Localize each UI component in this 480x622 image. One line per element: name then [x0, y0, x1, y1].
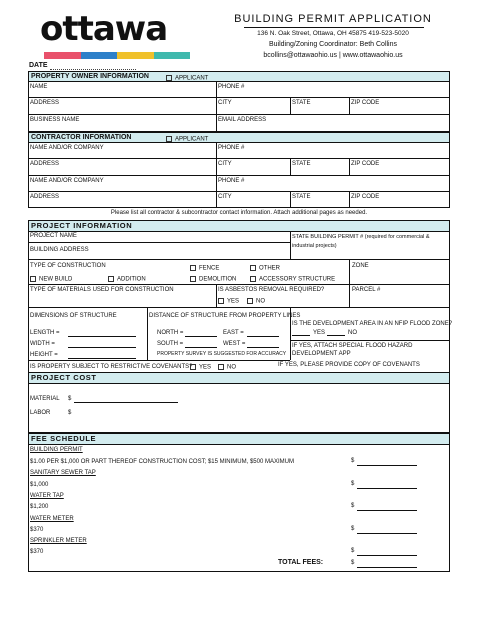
fee-desc-water-tap: $1,200	[30, 504, 49, 510]
height-input[interactable]	[68, 358, 136, 359]
zone-field[interactable]: ZONE	[352, 263, 369, 269]
fee-title-water-meter: WATER METER	[30, 516, 74, 522]
state-permit-field[interactable]: STATE BUILDING PERMIT # (required for commercial & industrial projects)	[292, 234, 430, 249]
grid-line	[290, 231, 291, 259]
flood-yes-label: YES	[313, 330, 326, 336]
total-fees-label: TOTAL FEES:	[278, 559, 324, 566]
west-input[interactable]	[247, 347, 279, 348]
asbestos-no-checkbox[interactable]	[247, 298, 265, 306]
addition-checkbox[interactable]	[108, 276, 146, 284]
north-label: NORTH =	[157, 330, 184, 336]
option-label: NEW BUILD	[39, 276, 73, 283]
labor-label: LABOR	[30, 410, 51, 416]
fee-title-building: BUILDING PERMIT	[30, 447, 83, 453]
contractor-city-field-2[interactable]: CITY	[218, 194, 232, 200]
new-build-checkbox[interactable]	[30, 276, 72, 284]
length-label: LENGTH =	[30, 330, 60, 336]
grid-line	[290, 191, 291, 208]
grid-line	[28, 259, 450, 260]
applicant-label: APPLICANT	[175, 75, 209, 82]
contractor-name-field-1[interactable]: NAME AND/OR COMPANY	[30, 145, 104, 151]
demolition-checkbox[interactable]	[190, 276, 236, 284]
length-input[interactable]	[68, 336, 136, 337]
checkbox-icon	[247, 298, 253, 304]
fee-title-sewer: SANITARY SEWER TAP	[30, 470, 96, 476]
materials-field[interactable]: TYPE OF MATERIALS USED FOR CONSTRUCTION	[30, 287, 174, 293]
contractor-heading: CONTRACTOR INFORMATION	[31, 134, 132, 141]
checkbox-icon	[30, 276, 36, 282]
grid-line	[28, 284, 450, 285]
contractor-state-field-2[interactable]: STATE	[292, 194, 311, 200]
form-title: BUILDING PERMIT APPLICATION	[234, 13, 432, 25]
contractor-state-field-1[interactable]: STATE	[292, 161, 311, 167]
building-address-field[interactable]: BUILDING ADDRESS	[30, 247, 89, 253]
west-label: WEST =	[223, 341, 246, 347]
contact-info: bcollins@ottawaohio.us | www.ottawaohio.us	[263, 52, 403, 59]
option-label: NO	[227, 364, 236, 371]
cost-heading: PROJECT COST	[31, 373, 97, 382]
contractor-name-field-2[interactable]: NAME AND/OR COMPANY	[30, 178, 104, 184]
fee-desc-water-meter: $370	[30, 527, 44, 533]
material-cost-input[interactable]	[74, 402, 178, 403]
fee-input-water-meter[interactable]	[357, 533, 417, 534]
grid-line	[28, 97, 450, 98]
checkbox-icon	[218, 298, 224, 304]
fee-desc-sewer: $1,000	[30, 482, 49, 488]
fee-desc-sprinkler-meter: $370	[30, 549, 44, 555]
south-label: SOUTH =	[157, 341, 184, 347]
fee-input-sprinkler-meter[interactable]	[357, 555, 417, 556]
owner-phone-field[interactable]: PHONE #	[218, 84, 245, 90]
grid-line	[290, 340, 450, 341]
asbestos-label: IS ASBESTOS REMOVAL REQUIRED?	[218, 287, 325, 293]
material-dollar: $	[68, 396, 72, 402]
option-label: NO	[256, 298, 265, 305]
fee-title-sprinkler-meter: SPRINKLER METER	[30, 538, 87, 544]
option-label: ACCESSORY STRUCTURE	[259, 276, 336, 283]
office-address: 136 N. Oak Street, Ottawa, OH 45875 419-523-5020	[257, 30, 409, 37]
date-label: DATE	[29, 62, 48, 69]
title-underline	[244, 27, 424, 28]
contractor-phone-field-2[interactable]: PHONE #	[218, 178, 245, 184]
owner-zip-field[interactable]: ZIP CODE	[351, 100, 380, 106]
flood-note: IF YES, ATTACH SPECIAL FLOOD HAZARD DEVELOPMENT APP	[292, 343, 413, 357]
grid-line	[290, 158, 291, 175]
contractor-zip-field-1[interactable]: ZIP CODE	[351, 161, 380, 167]
material-label: MATERIAL	[30, 396, 60, 402]
labor-dollar: $	[68, 410, 72, 416]
fee-dollar: $	[351, 458, 355, 464]
parcel-field[interactable]: PARCEL #	[352, 287, 381, 293]
covenants-note: IF YES, PLEASE PROVIDE COPY OF COVENANTS	[278, 362, 420, 368]
north-input[interactable]	[185, 336, 217, 337]
grid-line	[28, 175, 450, 176]
fee-dollar: $	[351, 503, 355, 509]
option-label: YES	[199, 364, 212, 371]
fee-input-sewer[interactable]	[357, 488, 417, 489]
covenants-no-checkbox[interactable]	[218, 364, 236, 372]
stripe-teal	[154, 52, 191, 59]
grid-line	[28, 114, 450, 115]
ottawa-logo: ottawa	[40, 9, 168, 49]
grid-line	[216, 142, 217, 208]
construction-type-label: TYPE OF CONSTRUCTION	[30, 263, 106, 269]
applicant-label: APPLICANT	[175, 136, 209, 143]
option-label: ADDITION	[117, 276, 146, 283]
fee-dollar: $	[351, 481, 355, 487]
grid-line	[28, 158, 450, 159]
checkbox-icon	[108, 276, 114, 282]
width-input[interactable]	[68, 347, 136, 348]
grid-line	[349, 259, 350, 307]
height-label: HEIGHT =	[30, 352, 58, 358]
owner-heading: PROPERTY OWNER INFORMATION	[31, 73, 149, 80]
date-field[interactable]	[50, 69, 136, 70]
other-checkbox[interactable]	[250, 265, 280, 273]
grid-line	[290, 97, 291, 114]
owner-business-field[interactable]: BUSINESS NAME	[30, 117, 80, 123]
grid-line	[216, 81, 217, 132]
flood-no-label: NO	[348, 330, 357, 336]
grid-line	[28, 242, 290, 243]
asbestos-yes-checkbox[interactable]	[218, 298, 239, 306]
project-name-field[interactable]: PROJECT NAME	[30, 233, 77, 239]
logo-color-stripes	[44, 52, 190, 59]
coordinator: Building/Zoning Coordinator: Beth Collins	[268, 41, 398, 48]
fee-dollar: $	[351, 560, 355, 566]
grid-line	[28, 307, 450, 308]
grid-line	[28, 191, 450, 192]
flood-no-input[interactable]	[327, 335, 345, 336]
width-label: WIDTH =	[30, 341, 55, 347]
grid-line	[349, 158, 350, 175]
stripe-blue	[81, 52, 118, 59]
dimensions-label: DIMENSIONS OF STRUCTURE	[30, 313, 117, 319]
accessory-checkbox[interactable]	[250, 276, 335, 284]
survey-note: PROPERTY SURVEY IS SUGGESTED FOR ACCURACY	[157, 351, 287, 357]
contractor-zip-field-2[interactable]: ZIP CODE	[351, 194, 380, 200]
checkbox-icon	[190, 265, 196, 271]
flood-yes-input[interactable]	[292, 335, 310, 336]
covenants-question: IS PROPERTY SUBJECT TO RESTRICTIVE COVENANTS?	[30, 364, 193, 370]
option-label: YES	[227, 298, 240, 305]
stripe-red	[44, 52, 81, 59]
owner-city-field[interactable]: CITY	[218, 100, 232, 106]
owner-address-field[interactable]: ADDRESS	[30, 100, 60, 106]
checkbox-icon	[250, 276, 256, 282]
south-input[interactable]	[185, 347, 217, 348]
owner-name-field[interactable]: NAME	[30, 84, 48, 90]
grid-line	[147, 307, 148, 360]
cost-box	[28, 383, 450, 433]
grid-line	[28, 360, 290, 361]
grid-line	[216, 284, 217, 307]
owner-email-field[interactable]: EMAIL ADDRESS	[218, 117, 267, 123]
contractor-address-field-1[interactable]: ADDRESS	[30, 161, 60, 167]
covenants-yes-checkbox[interactable]	[190, 364, 211, 372]
east-input[interactable]	[247, 336, 279, 337]
checkbox-icon	[218, 364, 224, 370]
fee-dollar: $	[351, 526, 355, 532]
checkbox-icon	[250, 265, 256, 271]
option-label: DEMOLITION	[199, 276, 237, 283]
fee-input-water-tap[interactable]	[357, 510, 417, 511]
flood-zone-question: IS THE DEVELOPMENT AREA IN AN NFIP FLOOD ZONE?	[292, 321, 453, 327]
grid-line	[349, 191, 350, 208]
contractor-city-field-1[interactable]: CITY	[218, 161, 232, 167]
contractor-note: Please list all contractor & subcontractor contact information. Attach additional pages as needed.	[110, 210, 368, 216]
fee-dollar: $	[351, 548, 355, 554]
contractor-phone-field-1[interactable]: PHONE #	[218, 145, 245, 151]
contractor-address-field-2[interactable]: ADDRESS	[30, 194, 60, 200]
stripe-yellow	[117, 52, 154, 59]
owner-state-field[interactable]: STATE	[292, 100, 311, 106]
fee-heading: FEE SCHEDULE	[31, 434, 97, 443]
fence-checkbox[interactable]	[190, 265, 219, 273]
fee-title-water-tap: WATER TAP	[30, 493, 64, 499]
distance-label: DISTANCE OF STRUCTURE FROM PROPERTY LINES	[149, 313, 301, 319]
option-label: FENCE	[199, 265, 220, 272]
checkbox-icon	[190, 364, 196, 370]
checkbox-icon	[190, 276, 196, 282]
project-heading: PROJECT INFORMATION	[31, 221, 133, 230]
fee-input-building[interactable]	[357, 465, 417, 466]
fee-desc-building: $1.00 PER $1,000 OR PART THEREOF CONSTRUCTION COST; $15 MINIMUM, $500 MAXIMUM	[30, 459, 294, 465]
east-label: EAST =	[223, 330, 244, 336]
total-fees-input[interactable]	[357, 567, 417, 568]
grid-line	[349, 97, 350, 114]
option-label: OTHER	[259, 265, 280, 272]
